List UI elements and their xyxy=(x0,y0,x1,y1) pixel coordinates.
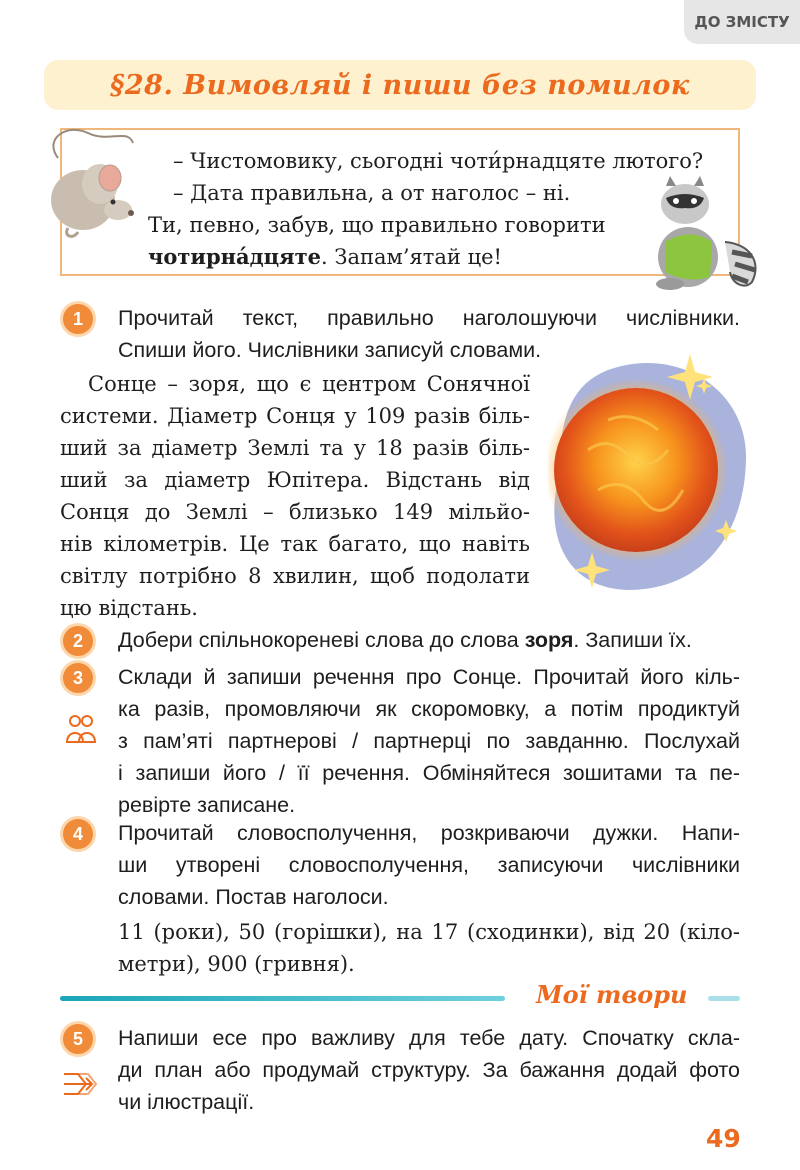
sun-line-7: світлу потрібно 8 хвилин, щоб подолати xyxy=(60,564,530,588)
task-number-2: 2 xyxy=(60,623,96,659)
page-title: §28. Вимовляй і пиши без помилок xyxy=(110,69,690,101)
mouse-illustration xyxy=(38,118,138,248)
raccoon-illustration xyxy=(640,172,765,297)
toc-link[interactable]: ДО ЗМІСТУ xyxy=(684,0,800,44)
stressed-word: чотирна́дцяте xyxy=(148,244,322,269)
section-divider-left xyxy=(60,996,505,1001)
sun-line-3: ший за діаметр Землі та у 18 разів біль- xyxy=(60,436,530,460)
task-4-example-2: метри), 900 (гривня). xyxy=(118,952,355,976)
task-3-line-2: ка разів, промовляючи як скоромовку, а потім продиктуй xyxy=(118,697,740,721)
task-2-before: Добери спільнокореневі слова до слова xyxy=(118,628,525,652)
task-3-line-1: Склади й запиши речення про Сонце. Прочитай його кіль- xyxy=(118,665,740,689)
dialog-line-2: – Дата правильна, а от наголос – ні. xyxy=(173,181,571,205)
task-4-line-1: Прочитай словосполучення, розкриваючи дужки. Напи- xyxy=(118,821,740,845)
task-1-line-1: Прочитай текст, правильно наголошуючи числівники. xyxy=(118,306,740,330)
task-number-5: 5 xyxy=(60,1021,96,1057)
section-title-bar xyxy=(44,60,756,110)
task-3-line-5: ревірте записане. xyxy=(118,793,296,817)
sun-illustration xyxy=(548,350,748,600)
sun-line-1: Сонце – зоря, що є центром Сонячної xyxy=(88,372,530,396)
sun-line-5: Сонця до Землі – близько 149 мільйо- xyxy=(60,500,530,524)
task-4-line-2: ши утворені словосполучення, записуючи числівники xyxy=(118,853,740,877)
page-number: 49 xyxy=(706,1124,741,1153)
sun-line-4: ший за діаметр Юпітера. Відстань від xyxy=(60,468,530,492)
task-3-line-3: з пам’яті партнерові / партнерці по завданню. Послухай xyxy=(118,729,740,753)
task-5-text xyxy=(118,1022,740,1118)
section-heading: Мої твори xyxy=(536,980,688,1009)
creative-writing-icon xyxy=(62,1068,100,1100)
task-5-line-1: Напиши есе про важливу для тебе дату. Спочатку скла- xyxy=(118,1026,740,1050)
task-5-line-3: чи ілюстрації. xyxy=(118,1090,255,1114)
task-2-text xyxy=(118,624,692,656)
task-4-example-1: 11 (роки), 50 (горішки), на 17 (сходинки), від 20 (кіло- xyxy=(118,920,740,944)
sun-line-8: цю відстань. xyxy=(60,596,198,620)
task-number-4: 4 xyxy=(60,816,96,852)
task-5-line-2: ди план або продумай структуру. За бажання додай фото xyxy=(118,1058,740,1082)
task-4-line-3: словами. Постав наголоси. xyxy=(118,885,389,909)
task-4-text xyxy=(118,817,740,913)
task-1-line-2: Спиши його. Числівники записуй словами. xyxy=(118,338,542,362)
task-number-3: 3 xyxy=(60,660,96,696)
task-3-text xyxy=(118,661,740,821)
task-3-line-4: і запиши його / її речення. Обміняйтеся зошитами та пе- xyxy=(118,761,740,785)
task-4-examples xyxy=(118,916,740,980)
section-divider-right xyxy=(708,996,740,1001)
sun-text xyxy=(60,368,530,624)
dialog-line-4-rest: . Запам’ятай це! xyxy=(321,245,502,269)
dialog-line-3: Ти, певно, забув, що правильно говорити xyxy=(148,213,606,237)
task-2-after: . Запиши їх. xyxy=(573,628,692,652)
sun-line-6: нів кілометрів. Це так багато, що навіть xyxy=(60,532,530,556)
task-number-1: 1 xyxy=(60,301,96,337)
pair-work-icon xyxy=(64,712,98,746)
sun-line-2: системи. Діаметр Сонця у 109 разів біль- xyxy=(60,404,530,428)
dialog-line-4 xyxy=(148,241,502,273)
dialog-line-1: – Чистомовику, сьогодні чоти́рнадцяте лютого? xyxy=(173,149,704,173)
task-2-keyword: зоря xyxy=(524,628,574,652)
